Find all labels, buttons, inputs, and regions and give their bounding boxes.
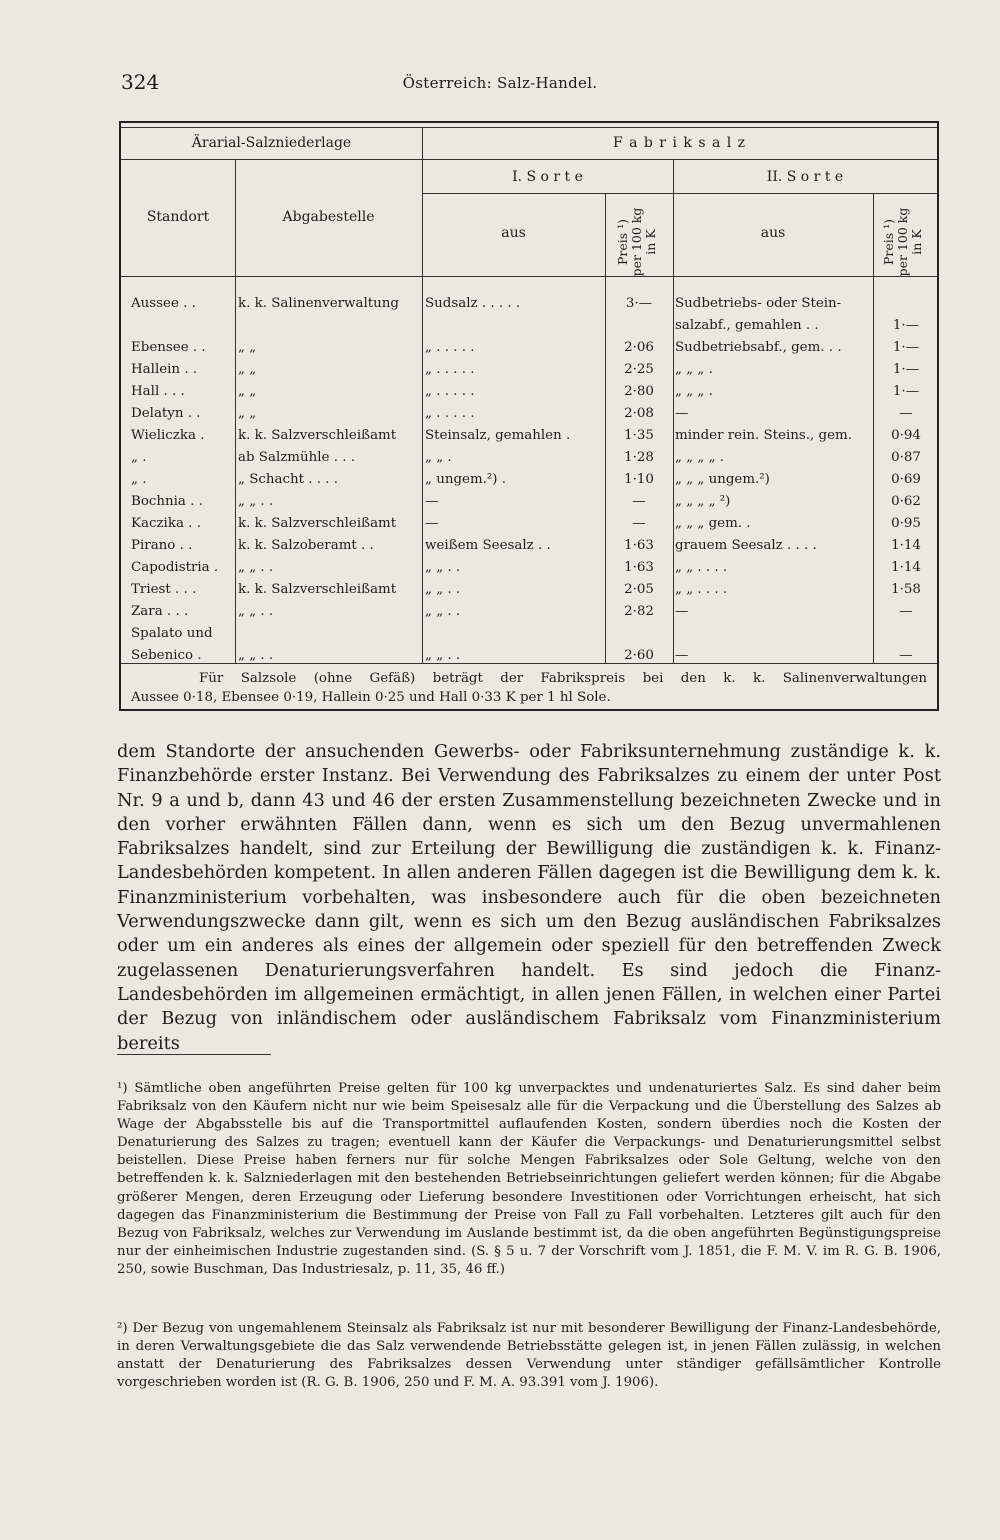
cell-standort: Spalato und (131, 626, 213, 641)
table-note-line-1: Für Salzsole (ohne Gefäß) beträgt der Fabrikspreis bei den k. k. Salinenverwaltungen (199, 671, 927, 686)
cell-aus1: „ „ . . (425, 648, 461, 663)
col-rule-standort (235, 159, 236, 663)
cell-preis1: 1·63 (624, 538, 654, 553)
col-rule-aus1 (605, 193, 606, 663)
footnote-2: ²) Der Bezug von ungemahlenem Steinsalz als Fabriksalz ist nur mit besonderer Bewilligung der Finanz-Landesbehörde, in deren Verwaltungsgebiete die das Salz verwendende Betriebsstätte gelegen ist, in jenen Fällen zulässig, in welchen anstatt der Denaturierung des Fabriksalzes dessen Verwendung unter ständiger gefällsämtlicher Kontrolle vorgeschrieben worden ist (R. G. B. 1906, 250 und F. M. A. 93.391 vom J. 1906). (117, 1321, 941, 1391)
header-sorte-2: II. S o r t e (766, 169, 844, 185)
cell-preis1: 1·35 (624, 428, 654, 443)
cell-aus1: „ „ . (425, 450, 452, 465)
cell-abgabe: „ „ . . (238, 604, 274, 619)
cell-preis2: 0·69 (891, 472, 921, 487)
cell-aus1: Steinsalz, gemahlen . (425, 428, 571, 443)
cell-aus2: „ „ „ „ ²) (675, 494, 731, 509)
cell-aus1: „ . . . . . (425, 340, 475, 355)
header-abgabestelle: Abgabestelle (282, 209, 375, 225)
cell-standort: Delatyn . . (131, 406, 201, 421)
cell-abgabe: „ „ (238, 340, 257, 355)
cell-preis1: 1·28 (624, 450, 654, 465)
header-preis-2 (882, 202, 928, 282)
cell-aus1: — (425, 494, 439, 509)
header-aus-1: aus (501, 225, 526, 241)
cell-preis1: 1·10 (624, 472, 654, 487)
cell-abgabe: „ Schacht . . . . (238, 472, 339, 487)
cell-aus1: „ . . . . . (425, 406, 475, 421)
cell-preis1: 2·05 (624, 582, 654, 597)
cell-preis1: — (632, 494, 646, 509)
cell-preis2: — (899, 406, 913, 421)
cell-aus2: „ „ „ . (675, 384, 713, 399)
cell-preis2: 1·58 (891, 582, 921, 597)
cell-aus2: Sudbetriebsabf., gem. . . (675, 340, 842, 355)
footnote-rule (117, 1054, 271, 1055)
cell-standort: Bochnia . . (131, 494, 203, 509)
header-rule-right-group (422, 159, 937, 160)
cell-preis1: 2·60 (624, 648, 654, 663)
header-rule-top (121, 127, 937, 128)
cell-preis1: 2·80 (624, 384, 654, 399)
cell-aus2: grauem Seesalz . . . . (675, 538, 817, 553)
cell-aus1: „ . . . . . (425, 384, 475, 399)
cell-abgabe: „ „ . . (238, 648, 274, 663)
cell-standort: „ . (131, 472, 147, 487)
cell-standort: Aussee . . (131, 296, 196, 311)
header-rule-bottom (121, 276, 937, 277)
preis-2-line-1: Preis ¹) (881, 218, 896, 266)
table-note-line-2: Aussee 0·18, Ebensee 0·19, Hallein 0·25 und Hall 0·33 K per 1 hl Sole. (131, 690, 611, 705)
cell-aus2: — (675, 406, 689, 421)
cell-aus2: „ „ „ ungem.²) (675, 472, 770, 487)
cell-preis1: 2·25 (624, 362, 654, 377)
cell-abgabe: ab Salzmühle . . . (238, 450, 355, 465)
preis-2-line-2: per 100 kg (895, 207, 910, 277)
cell-preis1: 2·06 (624, 340, 654, 355)
cell-standort: Triest . . . (131, 582, 197, 597)
cell-abgabe: k. k. Salzverschleißamt (238, 582, 397, 597)
cell-preis1: 1·63 (624, 560, 654, 575)
cell-abgabe: k. k. Salzoberamt . . (238, 538, 374, 553)
cell-aus2: — (675, 604, 689, 619)
cell-aus2: „ „ . . . . (675, 560, 728, 575)
cell-aus2: minder rein. Steins., gem. (675, 428, 852, 443)
cell-standort: Hallein . . (131, 362, 198, 377)
cell-standort: Wieliczka . (131, 428, 205, 443)
running-head: Österreich: Salz-Handel. (402, 74, 598, 92)
cell-preis2: 0·62 (891, 494, 921, 509)
cell-aus1: „ „ . . (425, 582, 461, 597)
header-ararial: Ärarial-Salzniederlage (191, 135, 352, 151)
cell-aus1: „ „ . . (425, 560, 461, 575)
cell-aus2: Sudbetriebs- oder Stein- (675, 296, 842, 311)
cell-aus1: weißem Seesalz . . (425, 538, 551, 553)
cell-preis2: 0·87 (891, 450, 921, 465)
header-standort: Standort (146, 209, 210, 225)
cell-aus2: „ „ „ . (675, 362, 713, 377)
cell-standort: Zara . . . (131, 604, 189, 619)
header-aus-2: aus (760, 225, 786, 241)
cell-aus2: — (675, 648, 689, 663)
header-rule-left-group (121, 159, 422, 160)
cell-standort: Hall . . . (131, 384, 185, 399)
header-sorte-1: I. S o r t e (512, 169, 583, 185)
cell-standort: Pirano . . (131, 538, 193, 553)
table-note (131, 669, 927, 707)
preis-2-line-3: in K (909, 229, 924, 255)
cell-abgabe: „ „ (238, 406, 257, 421)
cell-standort: „ . (131, 450, 147, 465)
cell-abgabe: k. k. Salinenverwaltung (238, 296, 399, 311)
cell-aus2: „ „ „ „ . (675, 450, 725, 465)
cell-preis2: 1·— (892, 384, 920, 399)
page-number: 324 (121, 70, 160, 94)
cell-abgabe: k. k. Salzverschleißamt (238, 516, 397, 531)
cell-preis1: 2·82 (624, 604, 654, 619)
cell-preis2: 1·14 (891, 538, 921, 553)
cell-preis2: 0·94 (891, 428, 921, 443)
cell-aus1: „ . . . . . (425, 362, 475, 377)
cell-abgabe: „ „ (238, 362, 257, 377)
cell-aus2: „ „ . . . . (675, 582, 728, 597)
cell-preis2: 1·— (892, 340, 920, 355)
header-fabriksalz: F a b r i k s a l z (612, 135, 747, 151)
preis-1-line-2: per 100 kg (629, 207, 644, 277)
cell-preis2: 1·14 (891, 560, 921, 575)
cell-preis2: 1·— (892, 362, 920, 377)
body-paragraph: dem Standorte der ansuchenden Gewerbs- oder Fabriksunternehmung zuständige k. k. Finanzbehörde erster Instanz. Bei Verwendung des Fabriksalzes zu einem der unter Post Nr. 9 a und b, dann 43 und 46 der ersten Zusammenstellung bezeichneten Zwecke und in den vorher erwähnten Fällen dann, wenn es sich um den Bezug unvermahlenen Fabriksalzes handelt, sind zur Erteilung der Bewilligung die zuständigen k. k. Finanz-Landesbehörden kompetent. In allen anderen Fällen dagegen ist die Bewilligung dem k. k. Finanzministerium vorbehalten, was insbesondere auch für die oben bezeichneten Verwendungszwecke dann gilt, wenn es sich um den Bezug ausländischen Fabriksalzes oder um ein anderes als eines der allgemein oder speziell für den betreffenden Zweck zugelassenen Denaturierungsverfahren handelt. Es sind jedoch die Finanz-Landesbehörden im allgemeinen ermächtigt, in allen jenen Fällen, in welchen einer Partei der Bezug von inländischem oder ausländischem Fabriksalz vom Finanzministerium bereits (117, 741, 941, 1054)
cell-aus1: — (425, 516, 439, 531)
footnote-1: ¹) Sämtliche oben angeführten Preise gelten für 100 kg unverpacktes und undenaturiertes Salz. Es sind daher beim Fabriksalz von den Käufern nicht nur wie beim Speisesalz alle für die Verpackung und die Überstellung des Salzes ab Wage der Abgabsstelle bis auf die Transportmittel auflaufenden Kosten, sondern überdies noch die Kosten der Denaturierung des Salzes zu tragen; eventuell kann der Käufer die Verpackungs- und Denaturierungsmittel selbst beistellen. Diese Preise haben ferners nur für solche Mengen Fabriksalzes oder Sole Geltung, welche von den betreffenden k. k. Salzniederlagen mit den bestehenden Betriebseinrichtungen geliefert werden können; für die Abgabe größerer Mengen, deren Erzeugung oder Lieferung besondere Investitionen oder Vorrichtungen erheischt, hat sich dagegen das Finanzministerium die Bestimmung der Preise von Fall zu Fall vorbehalten. Letzteres gilt auch für den Bezug von Fabriksalz, welches zur Verwendung im Auslande bestimmt ist, da die oben angeführten Begünstigungspreise nur der einheimischen Industrie zugestanden sind. (S. § 5 u. 7 der Vorschrift vom J. 1851, die F. M. V. im R. G. B. 1906, 250, sowie Buschman, Das Industriesalz, p. 11, 35, 46 ff.) (117, 1081, 941, 1277)
cell-abgabe: k. k. Salzverschleißamt (238, 428, 397, 443)
cell-aus2: salzabf., gemahlen . . (675, 318, 819, 333)
col-rule-abgabe (422, 127, 423, 663)
cell-aus2: „ „ „ gem. . (675, 516, 751, 531)
cell-standort: Capodistria . (131, 560, 219, 575)
cell-preis2: — (899, 604, 913, 619)
salt-price-table (119, 121, 939, 711)
cell-preis1: 2·08 (624, 406, 654, 421)
header-preis-1 (616, 202, 662, 282)
cell-standort: Ebensee . . (131, 340, 206, 355)
cell-preis2: 0·95 (891, 516, 921, 531)
cell-aus1: „ ungem.²) . (425, 472, 506, 487)
cell-abgabe: „ „ . . (238, 494, 274, 509)
cell-preis1: — (632, 516, 646, 531)
cell-aus1: „ „ . . (425, 604, 461, 619)
cell-preis1: 3·— (625, 296, 653, 311)
preis-1-line-1: Preis ¹) (615, 218, 630, 266)
cell-preis2: 1·— (892, 318, 920, 333)
cell-standort: Kaczika . . (131, 516, 201, 531)
cell-standort: Sebenico . (131, 648, 202, 663)
cell-abgabe: „ „ . . (238, 560, 274, 575)
cell-aus1: Sudsalz . . . . . (425, 296, 521, 311)
header-rule-sorte (422, 193, 937, 194)
cell-preis2: — (899, 648, 913, 663)
preis-1-line-3: in K (643, 229, 658, 255)
cell-abgabe: „ „ (238, 384, 257, 399)
